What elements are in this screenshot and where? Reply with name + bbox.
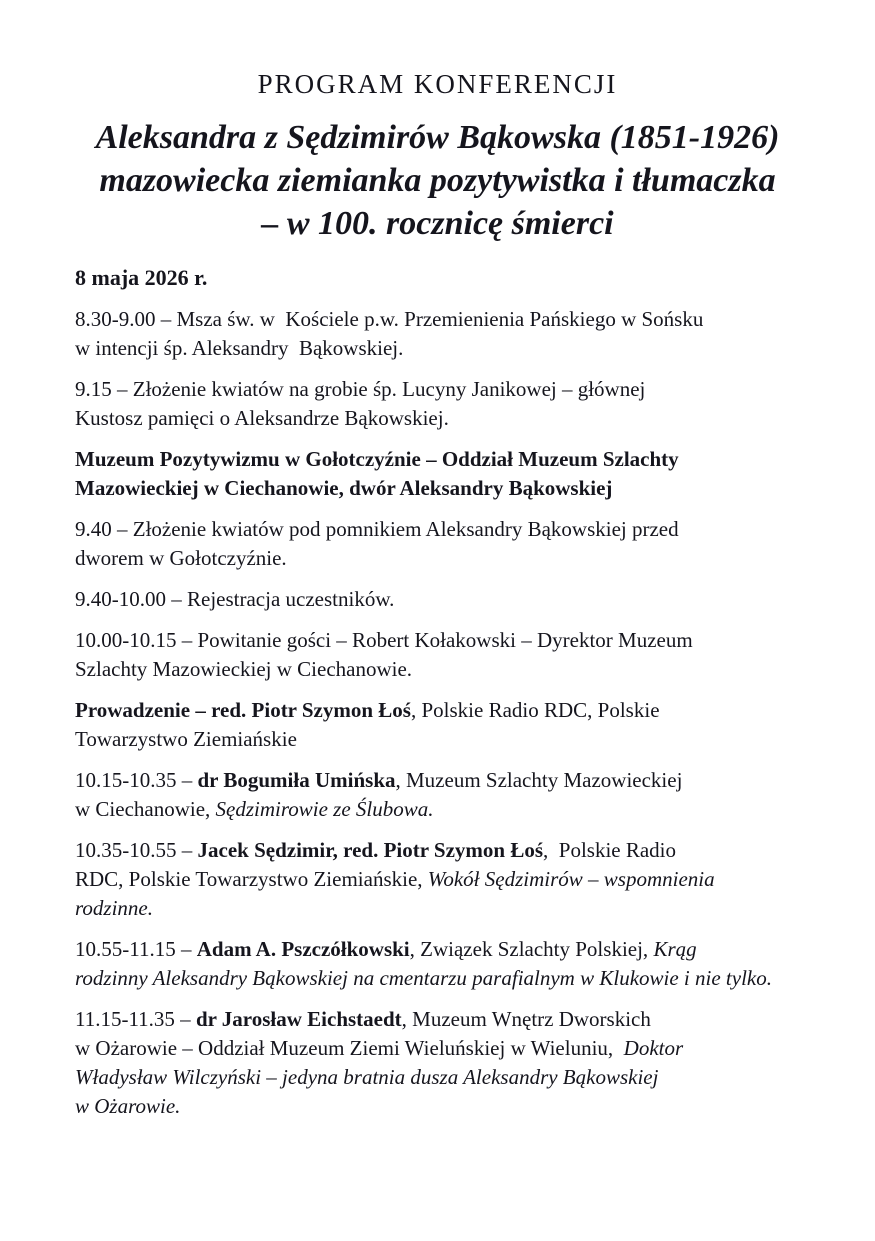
program-list — [75, 305, 800, 1121]
text-segment-normal: , Polskie Radio — [543, 838, 677, 862]
program-item — [75, 1005, 800, 1121]
text-segment-normal: 9.40 – Złożenie kwiatów pod pomnikiem Aleksandry Bąkowskiej przed — [75, 517, 679, 541]
text-segment-normal: 9.40-10.00 – Rejestracja uczestników. — [75, 587, 395, 611]
text-segment-bold: dr Jarosław Eichstaedt — [195, 1007, 402, 1031]
text-segment-normal: , Polskie Radio RDC, Polskie — [410, 698, 660, 722]
text-segment-normal: 10.00-10.15 – Powitanie gości – Robert Kołakowski – Dyrektor Muzeum — [75, 628, 693, 652]
text-line — [75, 766, 800, 795]
program-item — [75, 375, 800, 433]
text-line — [75, 894, 800, 923]
text-segment-normal: Szlachty Mazowieckiej w Ciechanowie. — [75, 657, 413, 681]
text-segment-italic: Władysław Wilczyński – jedyna bratnia dusza Aleksandry Bąkowskiej — [75, 1065, 659, 1089]
text-line — [75, 1034, 800, 1063]
text-line — [75, 865, 800, 894]
text-segment-bold: Jacek Sędzimir, red. Piotr Szymon Łoś — [197, 838, 544, 862]
text-segment-bold: dr Bogumiła Umińska — [197, 768, 396, 792]
text-segment-italic: Krąg — [653, 937, 697, 961]
program-item — [75, 696, 800, 754]
text-line — [75, 474, 800, 503]
program-item — [75, 935, 800, 993]
text-segment-normal: w intencji śp. Aleksandry Bąkowskiej. — [75, 336, 404, 360]
text-line — [75, 836, 800, 865]
text-segment-italic: w Ożarowie. — [75, 1094, 181, 1118]
text-segment-normal: , Muzeum Szlachty Mazowieckiej — [395, 768, 683, 792]
document-title-line-3: – w 100. rocznicę śmierci — [261, 205, 614, 242]
text-segment-normal: 9.15 – Złożenie kwiatów na grobie śp. Lucyny Janikowej – głównej — [75, 377, 646, 401]
text-line — [75, 334, 800, 363]
program-item — [75, 836, 800, 923]
text-line — [75, 585, 800, 614]
program-item — [75, 305, 800, 363]
text-segment-italic: Sędzimirowie ze Ślubowa. — [215, 797, 434, 821]
text-segment-normal: Kustosz pamięci o Aleksandrze Bąkowskiej. — [75, 406, 449, 430]
document-kicker: PROGRAM KONFERENCJI — [257, 69, 618, 99]
text-segment-bold: Adam A. Pszczółkowski — [196, 937, 410, 961]
text-segment-normal: , Związek Szlachty Polskiej, — [409, 937, 654, 961]
text-segment-normal: 10.55-11.15 – — [75, 937, 197, 961]
document-title — [75, 116, 800, 245]
document-title-line-1: Aleksandra z Sędzimirów Bąkowska (1851-1926) — [95, 119, 780, 156]
text-line — [75, 655, 800, 684]
program-item — [75, 515, 800, 573]
text-line — [75, 626, 800, 655]
text-line — [75, 964, 800, 993]
program-item — [75, 766, 800, 824]
text-segment-normal: w Ożarowie – Oddział Muzeum Ziemi Wieluńskiej w Wieluniu, — [75, 1036, 624, 1060]
text-line — [75, 795, 800, 824]
text-segment-normal: w Ciechanowie, — [75, 797, 216, 821]
date-heading: 8 maja 2026 r. — [75, 265, 208, 290]
text-line — [75, 1092, 800, 1121]
text-line — [75, 305, 800, 334]
text-segment-italic: Doktor — [623, 1036, 684, 1060]
text-segment-bold: Muzeum Pozytywizmu w Gołotczyźnie – Oddział Muzeum Szlachty — [75, 447, 679, 471]
text-line — [75, 725, 800, 754]
text-segment-italic: Wokół Sędzimirów – wspomnienia — [427, 867, 715, 891]
text-line — [75, 1005, 800, 1034]
program-item — [75, 585, 800, 614]
text-segment-normal: dworem w Gołotczyźnie. — [75, 546, 287, 570]
text-segment-normal: 10.15-10.35 – — [75, 768, 198, 792]
text-line — [75, 515, 800, 544]
document-title-line-2: mazowiecka ziemianka pozytywistka i tłumaczka — [99, 162, 776, 199]
text-segment-normal: RDC, Polskie Towarzystwo Ziemiańskie, — [75, 867, 428, 891]
text-segment-normal: 10.35-10.55 – — [75, 838, 198, 862]
program-item — [75, 626, 800, 684]
text-line — [75, 935, 800, 964]
text-segment-italic: rodzinny Aleksandry Bąkowskiej na cmentarzu parafialnym w Klukowie i nie tylko. — [75, 966, 772, 990]
text-line — [75, 445, 800, 474]
text-line — [75, 1063, 800, 1092]
text-segment-bold: Mazowieckiej w Ciechanowie, dwór Aleksandry Bąkowskiej — [75, 476, 613, 500]
text-line — [75, 544, 800, 573]
text-segment-normal: Towarzystwo Ziemiańskie — [75, 727, 297, 751]
program-item — [75, 445, 800, 503]
text-segment-normal: 8.30-9.00 – Msza św. w Kościele p.w. Przemienienia Pańskiego w Sońsku — [75, 307, 704, 331]
text-segment-italic: rodzinne. — [75, 896, 153, 920]
text-segment-normal: 11.15-11.35 – — [75, 1007, 196, 1031]
text-line — [75, 696, 800, 725]
text-line — [75, 404, 800, 433]
text-segment-bold: Prowadzenie – red. Piotr Szymon Łoś — [75, 698, 411, 722]
text-segment-normal: , Muzeum Wnętrz Dworskich — [401, 1007, 651, 1031]
text-line — [75, 375, 800, 404]
